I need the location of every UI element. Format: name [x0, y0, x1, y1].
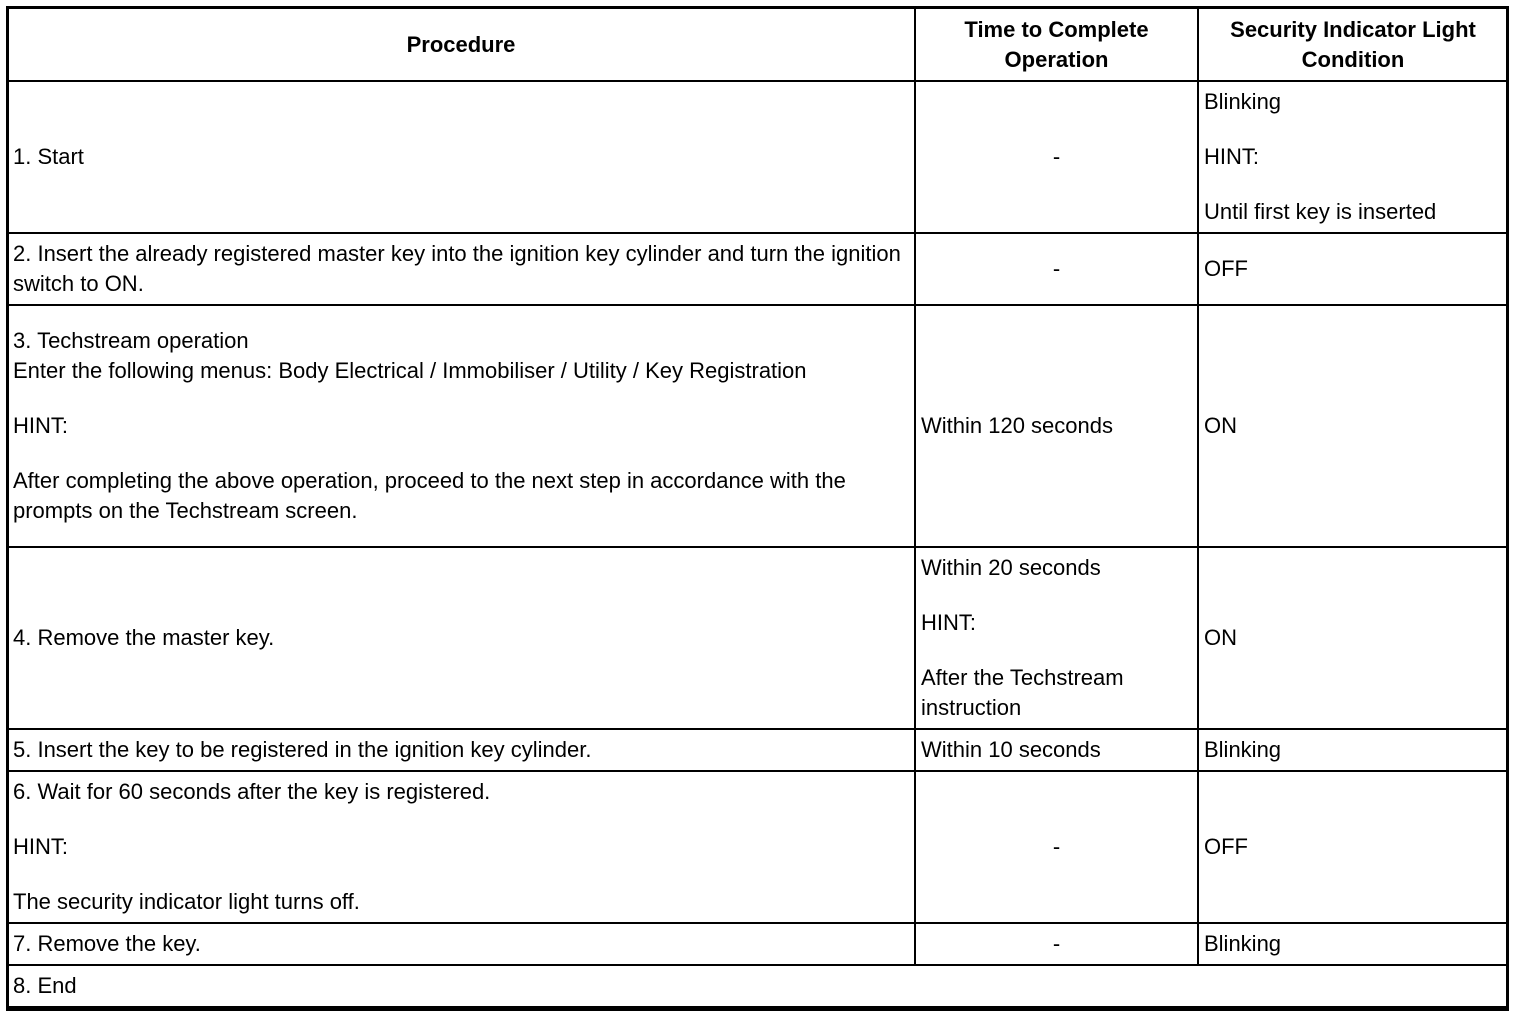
time-cell — [915, 233, 1198, 305]
time-cell — [915, 305, 1198, 547]
table-row — [7, 81, 1508, 233]
table-row — [7, 923, 1508, 965]
time-text: - — [1052, 931, 1061, 956]
procedure-cell — [7, 547, 915, 729]
procedure-hint-text: The security indicator light turns off. — [13, 889, 360, 914]
condition-cell — [1198, 233, 1508, 305]
time-hint-label: HINT: — [921, 610, 976, 635]
procedure-text: 1. Start — [13, 144, 84, 169]
procedure-cell — [7, 233, 915, 305]
time-text: - — [1052, 144, 1061, 169]
time-hint-text: After the Techstream instruction — [921, 665, 1124, 720]
table-row — [7, 233, 1508, 305]
procedure-text: 2. Insert the already registered master key into the ignition key cylinder and turn the ignition switch to ON. — [13, 241, 901, 296]
procedure-cell — [7, 729, 915, 771]
condition-text: Blinking — [1204, 737, 1282, 762]
time-text: - — [1052, 256, 1061, 281]
procedure-cell — [7, 771, 915, 923]
condition-text: Blinking — [1204, 931, 1282, 956]
table-row — [7, 771, 1508, 923]
header-time-line2: Operation — [1004, 47, 1109, 72]
time-text: Within 20 seconds — [921, 555, 1101, 580]
time-text: Within 120 seconds — [921, 413, 1113, 438]
condition-hint-label: HINT: — [1204, 144, 1259, 169]
condition-cell — [1198, 305, 1508, 547]
procedure-hint-label: HINT: — [13, 834, 68, 859]
procedure-text: 8. End — [13, 973, 77, 998]
time-cell — [915, 729, 1198, 771]
time-cell — [915, 547, 1198, 729]
condition-text: Blinking — [1204, 89, 1282, 114]
table-header-row — [7, 7, 1508, 81]
table-row — [7, 547, 1508, 729]
table-row — [7, 729, 1508, 771]
condition-hint-text: Until first key is inserted — [1204, 199, 1437, 224]
condition-text: ON — [1204, 625, 1237, 650]
condition-cell — [1198, 547, 1508, 729]
header-procedure: Procedure — [7, 7, 915, 81]
procedure-hint-label: HINT: — [13, 413, 68, 438]
time-cell — [915, 81, 1198, 233]
procedure-text: 6. Wait for 60 seconds after the key is registered. — [13, 779, 491, 804]
condition-cell — [1198, 81, 1508, 233]
header-time-line1: Time to Complete — [964, 17, 1149, 42]
condition-cell — [1198, 771, 1508, 923]
procedure-text: 4. Remove the master key. — [13, 625, 275, 650]
header-condition — [1198, 7, 1508, 81]
time-text: Within 10 seconds — [921, 737, 1101, 762]
procedure-cell — [7, 965, 1508, 1007]
procedure-text: 3. Techstream operation — [13, 328, 249, 353]
time-cell — [915, 771, 1198, 923]
procedure-hint-text: After completing the above operation, proceed to the next step in accordance with the prompts on the Techstream screen. — [13, 468, 846, 523]
table-row — [7, 965, 1508, 1007]
condition-cell — [1198, 923, 1508, 965]
condition-text: ON — [1204, 413, 1237, 438]
condition-text: OFF — [1204, 256, 1248, 281]
procedure-table — [6, 6, 1509, 1008]
condition-text: OFF — [1204, 834, 1248, 859]
procedure-text: 5. Insert the key to be registered in the ignition key cylinder. — [13, 737, 592, 762]
procedure-cell — [7, 923, 915, 965]
header-condition-line1: Security Indicator Light — [1230, 17, 1476, 42]
procedure-cell — [7, 305, 915, 547]
procedure-menu-text: Enter the following menus: Body Electrical / Immobiliser / Utility / Key Registration — [13, 358, 807, 383]
procedure-text: 7. Remove the key. — [13, 931, 201, 956]
time-text: - — [1052, 834, 1061, 859]
header-condition-line2: Condition — [1301, 47, 1405, 72]
procedure-cell — [7, 81, 915, 233]
header-time — [915, 7, 1198, 81]
condition-cell — [1198, 729, 1508, 771]
table-row — [7, 305, 1508, 547]
time-cell — [915, 923, 1198, 965]
